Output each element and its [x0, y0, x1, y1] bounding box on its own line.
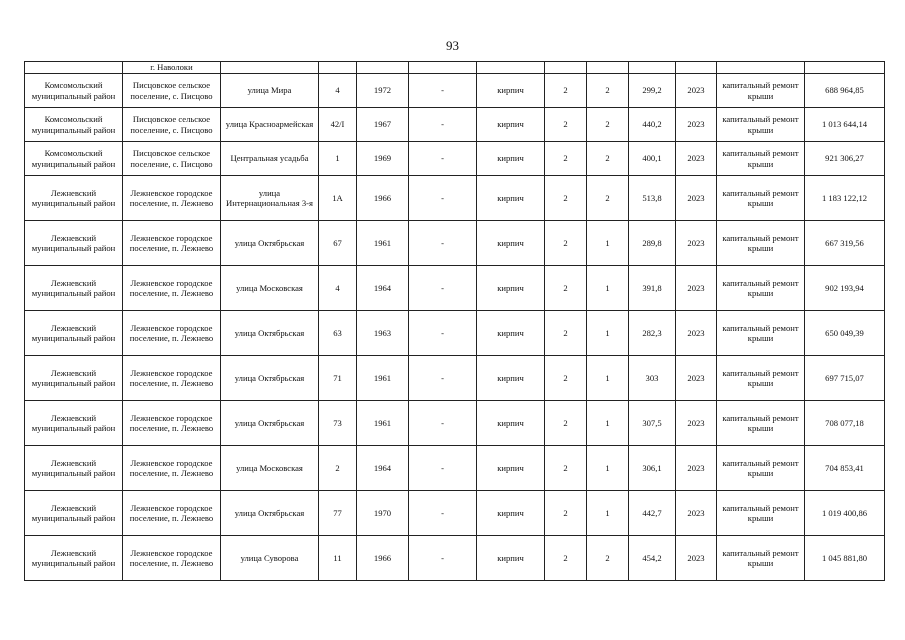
cell-settlement: Лежневское городское поселение, п. Лежнево [123, 221, 221, 266]
cell-area: 299,2 [629, 74, 676, 108]
cell-floors: 2 [545, 446, 587, 491]
cell-dash: - [409, 356, 477, 401]
page-number: 93 [446, 38, 459, 53]
cell-house [319, 62, 357, 74]
cell-cost: 902 193,94 [805, 266, 885, 311]
cell-plan-year: 2023 [676, 536, 717, 581]
table-row [25, 221, 885, 266]
cell-cost: 1 013 644,14 [805, 108, 885, 142]
cell-district: Комсомольский муниципальный район [25, 74, 123, 108]
cell-entrances: 1 [587, 401, 629, 446]
cell-cost: 650 049,39 [805, 311, 885, 356]
cell-area: 306,1 [629, 446, 676, 491]
cell-year-built: 1967 [357, 108, 409, 142]
cell-dash: - [409, 446, 477, 491]
cell-work-type: капитальный ремонт крыши [717, 446, 805, 491]
table-row [25, 536, 885, 581]
cell-year-built: 1964 [357, 266, 409, 311]
cell-work-type: капитальный ремонт крыши [717, 176, 805, 221]
cell-wall-material: кирпич [477, 74, 545, 108]
cell-district: Лежневский муниципальный район [25, 536, 123, 581]
cell-work-type: капитальный ремонт крыши [717, 311, 805, 356]
cell-entrances: 1 [587, 311, 629, 356]
cell-house: 2 [319, 446, 357, 491]
cell-floors: 2 [545, 221, 587, 266]
cell-house: 63 [319, 311, 357, 356]
cell-cost: 688 964,85 [805, 74, 885, 108]
cell-house: 71 [319, 356, 357, 401]
cell-district: Лежневский муниципальный район [25, 311, 123, 356]
cell-wall-material: кирпич [477, 266, 545, 311]
cell-settlement: Лежневское городское поселение, п. Лежнево [123, 266, 221, 311]
cell-dash [409, 62, 477, 74]
cell-work-type: капитальный ремонт крыши [717, 74, 805, 108]
cell-district: Лежневский муниципальный район [25, 176, 123, 221]
cell-wall-material: кирпич [477, 311, 545, 356]
cell-settlement: Лежневское городское поселение, п. Лежнево [123, 311, 221, 356]
cell-floors: 2 [545, 536, 587, 581]
cell-settlement: Лежневское городское поселение, п. Лежнево [123, 536, 221, 581]
capital-repair-table [24, 61, 885, 581]
cell-wall-material [477, 62, 545, 74]
cell-wall-material: кирпич [477, 536, 545, 581]
cell-settlement: Лежневское городское поселение, п. Лежнево [123, 356, 221, 401]
cell-cost [805, 62, 885, 74]
cell-street: улица Суворова [221, 536, 319, 581]
cell-settlement: Писцовское сельское поселение, с. Писцово [123, 108, 221, 142]
cell-plan-year: 2023 [676, 401, 717, 446]
cell-area: 440,2 [629, 108, 676, 142]
cell-house: 1А [319, 176, 357, 221]
cell-floors: 2 [545, 491, 587, 536]
table-row [25, 108, 885, 142]
cell-dash: - [409, 176, 477, 221]
cell-work-type: капитальный ремонт крыши [717, 221, 805, 266]
cell-area: 513,8 [629, 176, 676, 221]
cell-work-type [717, 62, 805, 74]
cell-house: 73 [319, 401, 357, 446]
cell-area: 282,3 [629, 311, 676, 356]
cell-entrances: 1 [587, 221, 629, 266]
cell-settlement: Писцовское сельское поселение, с. Писцово [123, 142, 221, 176]
cell-work-type: капитальный ремонт крыши [717, 142, 805, 176]
cell-dash: - [409, 266, 477, 311]
cell-year-built [357, 62, 409, 74]
cell-district: Лежневский муниципальный район [25, 401, 123, 446]
cell-plan-year: 2023 [676, 221, 717, 266]
cell-cost: 1 019 400,86 [805, 491, 885, 536]
cell-area: 400,1 [629, 142, 676, 176]
cell-wall-material: кирпич [477, 108, 545, 142]
cell-plan-year: 2023 [676, 266, 717, 311]
cell-floors: 2 [545, 311, 587, 356]
cell-plan-year: 2023 [676, 176, 717, 221]
cell-entrances: 1 [587, 491, 629, 536]
table-row [25, 142, 885, 176]
cell-work-type: капитальный ремонт крыши [717, 266, 805, 311]
cell-year-built: 1961 [357, 221, 409, 266]
cell-house: 67 [319, 221, 357, 266]
cell-settlement: Лежневское городское поселение, п. Лежнево [123, 401, 221, 446]
cell-area: 454,2 [629, 536, 676, 581]
cell-year-built: 1970 [357, 491, 409, 536]
cell-street: улица Октябрьская [221, 356, 319, 401]
cell-floors: 2 [545, 108, 587, 142]
table-row [25, 266, 885, 311]
cell-district: Лежневский муниципальный район [25, 491, 123, 536]
cell-street: улица Мира [221, 74, 319, 108]
cell-entrances: 1 [587, 356, 629, 401]
cell-street: улица Октябрьская [221, 401, 319, 446]
cell-floors: 2 [545, 401, 587, 446]
cell-year-built: 1963 [357, 311, 409, 356]
cell-year-built: 1972 [357, 74, 409, 108]
cell-work-type: капитальный ремонт крыши [717, 401, 805, 446]
cell-settlement: Писцовское сельское поселение, с. Писцово [123, 74, 221, 108]
cell-plan-year [676, 62, 717, 74]
cell-plan-year: 2023 [676, 311, 717, 356]
cell-year-built: 1966 [357, 176, 409, 221]
cell-dash: - [409, 142, 477, 176]
cell-house: 11 [319, 536, 357, 581]
cell-street: Центральная усадьба [221, 142, 319, 176]
cell-area: 391,8 [629, 266, 676, 311]
table-row [25, 491, 885, 536]
cell-floors: 2 [545, 266, 587, 311]
cell-entrances: 2 [587, 142, 629, 176]
cell-wall-material: кирпич [477, 142, 545, 176]
cell-wall-material: кирпич [477, 356, 545, 401]
cell-plan-year: 2023 [676, 491, 717, 536]
cell-dash: - [409, 401, 477, 446]
cell-street: улица Октябрьская [221, 221, 319, 266]
cell-year-built: 1966 [357, 536, 409, 581]
cell-work-type: капитальный ремонт крыши [717, 536, 805, 581]
cell-street: улица Московская [221, 266, 319, 311]
cell-house: 4 [319, 266, 357, 311]
table-row [25, 74, 885, 108]
cell-entrances: 2 [587, 536, 629, 581]
cell-entrances: 1 [587, 266, 629, 311]
cell-street: улица Московская [221, 446, 319, 491]
cell-entrances: 2 [587, 176, 629, 221]
cell-cost: 704 853,41 [805, 446, 885, 491]
cell-house: 77 [319, 491, 357, 536]
cell-floors: 2 [545, 176, 587, 221]
cell-cost: 1 183 122,12 [805, 176, 885, 221]
cell-wall-material: кирпич [477, 491, 545, 536]
cell-floors [545, 62, 587, 74]
cell-settlement: Лежневское городское поселение, п. Лежнево [123, 491, 221, 536]
cell-district: Лежневский муниципальный район [25, 356, 123, 401]
cell-area: 307,5 [629, 401, 676, 446]
table-row [25, 311, 885, 356]
cell-entrances [587, 62, 629, 74]
cell-year-built: 1964 [357, 446, 409, 491]
cell-plan-year: 2023 [676, 74, 717, 108]
cell-house: 4 [319, 74, 357, 108]
table-row-continuation [25, 62, 885, 74]
cell-settlement: Лежневское городское поселение, п. Лежнево [123, 176, 221, 221]
cell-dash: - [409, 491, 477, 536]
cell-wall-material: кирпич [477, 446, 545, 491]
cell-area: 303 [629, 356, 676, 401]
cell-house: 42/I [319, 108, 357, 142]
cell-floors: 2 [545, 356, 587, 401]
cell-area: 289,8 [629, 221, 676, 266]
cell-wall-material: кирпич [477, 221, 545, 266]
cell-street: улица Красноармейская [221, 108, 319, 142]
cell-entrances: 2 [587, 74, 629, 108]
cell-district: Лежневский муниципальный район [25, 446, 123, 491]
cell-dash: - [409, 221, 477, 266]
cell-cost: 697 715,07 [805, 356, 885, 401]
cell-wall-material: кирпич [477, 401, 545, 446]
cell-cost: 708 077,18 [805, 401, 885, 446]
cell-work-type: капитальный ремонт крыши [717, 356, 805, 401]
cell-dash: - [409, 536, 477, 581]
cell-entrances: 1 [587, 446, 629, 491]
cell-dash: - [409, 311, 477, 356]
cell-dash: - [409, 74, 477, 108]
cell-street: улица Октябрьская [221, 311, 319, 356]
cell-district: Комсомольский муниципальный район [25, 108, 123, 142]
cell-house: 1 [319, 142, 357, 176]
table-row [25, 446, 885, 491]
cell-district: Комсомольский муниципальный район [25, 142, 123, 176]
cell-cost: 1 045 881,80 [805, 536, 885, 581]
cell-district [25, 62, 123, 74]
cell-work-type: капитальный ремонт крыши [717, 108, 805, 142]
table-row [25, 356, 885, 401]
cell-street [221, 62, 319, 74]
cell-area [629, 62, 676, 74]
cell-settlement: Лежневское городское поселение, п. Лежнево [123, 446, 221, 491]
cell-wall-material: кирпич [477, 176, 545, 221]
cell-district: Лежневский муниципальный район [25, 221, 123, 266]
cell-year-built: 1961 [357, 401, 409, 446]
table-row [25, 176, 885, 221]
cell-plan-year: 2023 [676, 108, 717, 142]
cell-floors: 2 [545, 74, 587, 108]
cell-plan-year: 2023 [676, 142, 717, 176]
cell-area: 442,7 [629, 491, 676, 536]
cell-work-type: капитальный ремонт крыши [717, 491, 805, 536]
cell-plan-year: 2023 [676, 356, 717, 401]
table-row [25, 401, 885, 446]
cell-plan-year: 2023 [676, 446, 717, 491]
cell-entrances: 2 [587, 108, 629, 142]
cell-settlement: г. Наволоки [123, 62, 221, 74]
cell-street: улица Интернациональная 3-я [221, 176, 319, 221]
cell-year-built: 1961 [357, 356, 409, 401]
cell-cost: 667 319,56 [805, 221, 885, 266]
cell-street: улица Октябрьская [221, 491, 319, 536]
cell-district: Лежневский муниципальный район [25, 266, 123, 311]
cell-year-built: 1969 [357, 142, 409, 176]
cell-floors: 2 [545, 142, 587, 176]
cell-dash: - [409, 108, 477, 142]
cell-cost: 921 306,27 [805, 142, 885, 176]
